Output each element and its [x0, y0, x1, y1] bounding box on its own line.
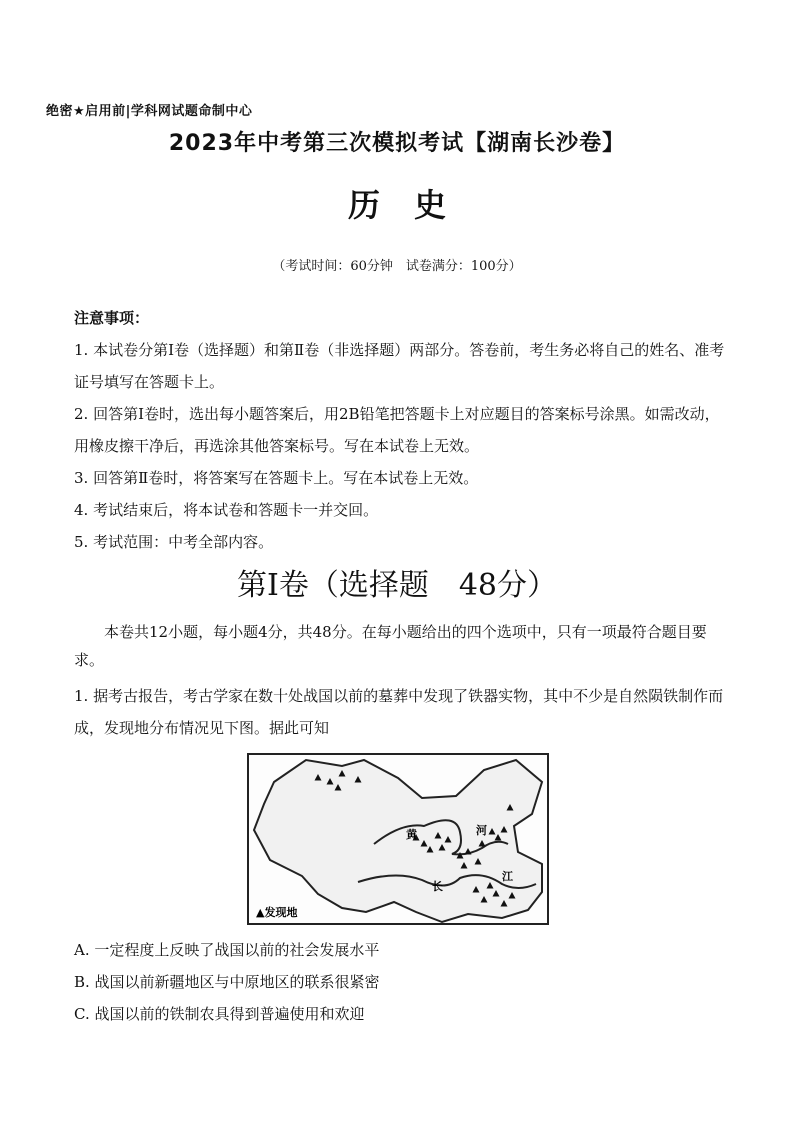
option-b: B. 战国以前新疆地区与中原地区的联系很紧密 — [74, 973, 380, 991]
exam-title: 2023年中考第三次模拟考试【湖南长沙卷】 — [168, 131, 626, 156]
label-jiang: 江 — [502, 870, 513, 883]
option-a: A. 一定程度上反映了战国以前的社会发展水平 — [74, 941, 380, 959]
notes-item: 5. 考试范围：中考全部内容。 — [74, 533, 274, 551]
notes-heading: 注意事项： — [74, 309, 150, 327]
option-c: C. 战国以前的铁制农具得到普遍使用和欢迎 — [74, 1005, 365, 1023]
question-stem: 1. 据考古报告，考古学家在数十处战国以前的墓葬中发现了铁器实物，其中不少是自然陨铁制作而成，发现地分布情况见下图。据此可知 — [74, 687, 724, 737]
exam-meta: （考试时间：60分钟 试卷满分：100分） — [272, 259, 522, 274]
part-one-title: 第Ⅰ卷（选择题 48分） — [236, 568, 558, 603]
part-one-intro: 本卷共12小题，每小题4分，共48分。在每小题给出的四个选项中，只有一项最符合题目要求。 — [74, 623, 707, 669]
question-1-options — [74, 934, 734, 1030]
map-legend: ▲发现地 — [256, 906, 298, 919]
notes-item: 3. 回答第Ⅱ卷时，将答案写在答题卡上。写在本试卷上无效。 — [74, 469, 479, 487]
confidential-line: 绝密★启用前|学科网试题命制中心 — [46, 104, 253, 119]
label-chang: 长 — [432, 880, 443, 893]
subject-title: 历史 — [347, 186, 480, 224]
notes-item: 4. 考试结束后，将本试卷和答题卡一并交回。 — [74, 501, 379, 519]
notes-item: 2. 回答第Ⅰ卷时，选出每小题答案后，用2B铅笔把答题卡上对应题目的答案标号涂黑。如需改动，用橡皮擦干净后，再选涂其他答案标号。写在本试卷上无效。 — [74, 405, 720, 455]
iron-finds-map — [246, 752, 550, 926]
label-he: 河 — [476, 824, 487, 837]
label-huang: 黄 — [406, 828, 417, 841]
notes-section — [74, 302, 734, 558]
question-1 — [74, 680, 734, 744]
notes-item: 1. 本试卷分第Ⅰ卷（选择题）和第Ⅱ卷（非选择题）两部分。答卷前，考生务必将自己的姓名、准考证号填写在答题卡上。 — [74, 341, 725, 391]
